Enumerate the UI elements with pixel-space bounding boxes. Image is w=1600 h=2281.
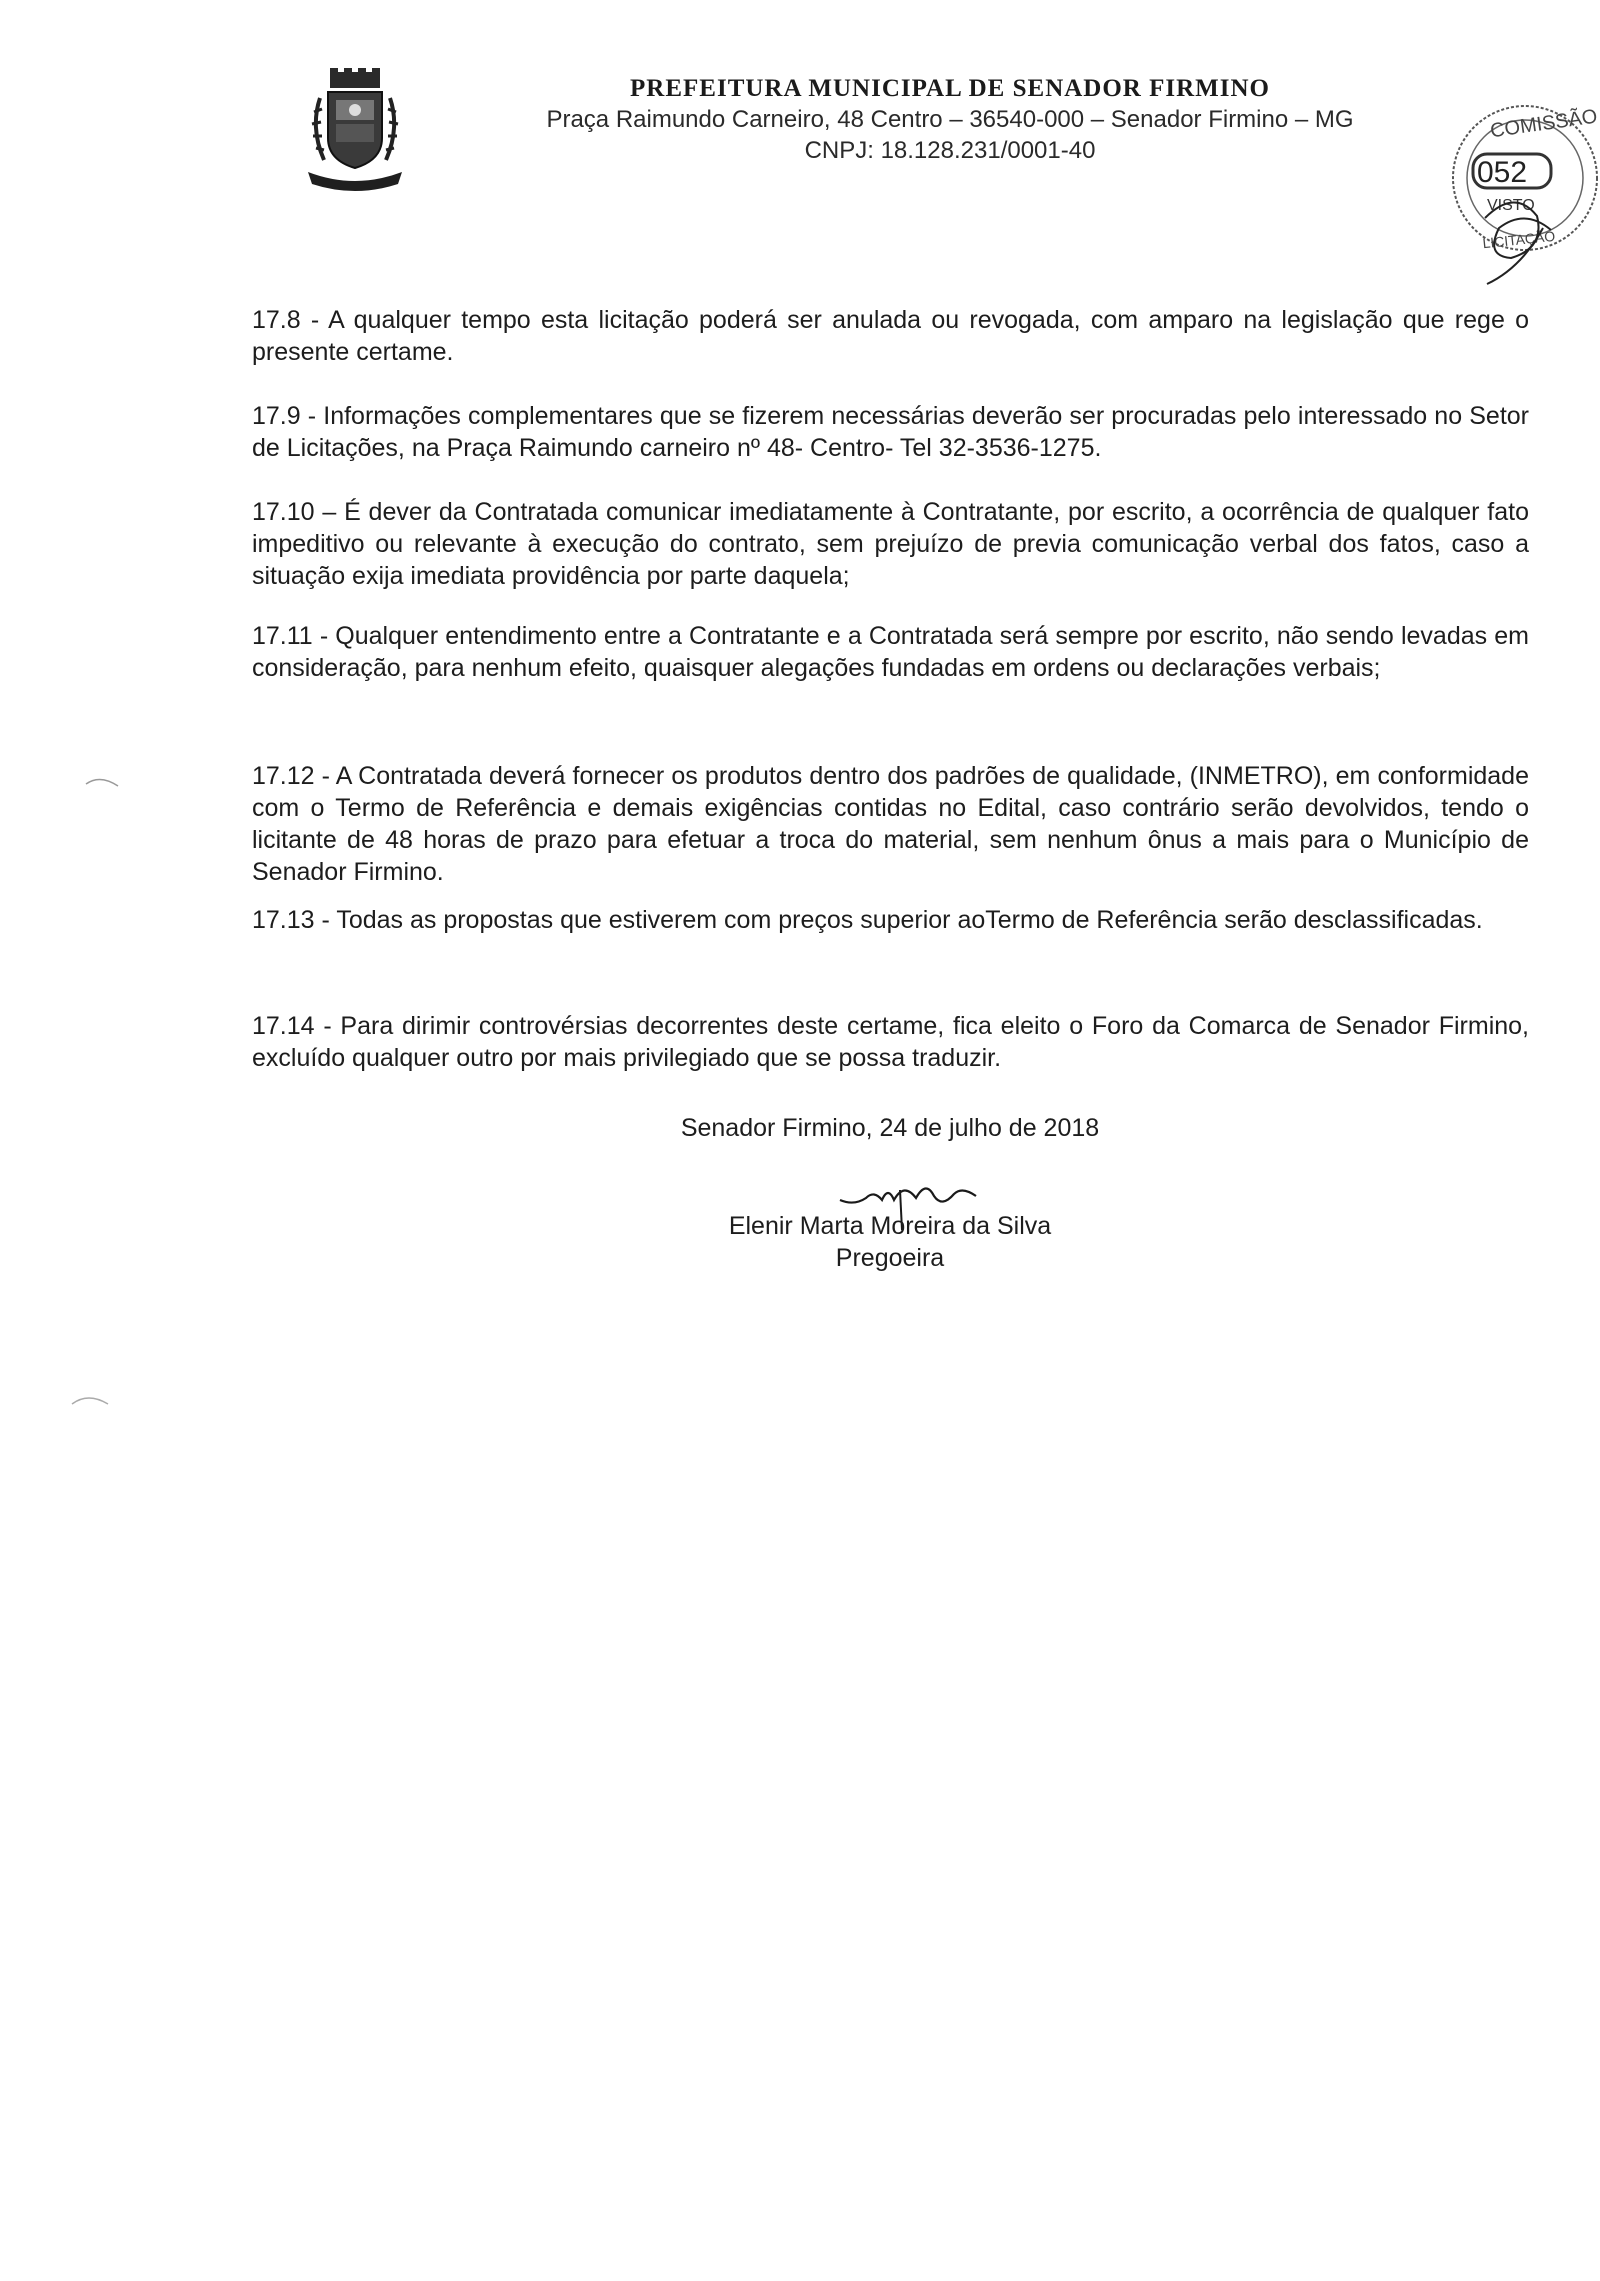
clause-17-11: 17.11 - Qualquer entendimento entre a Contratante e a Contratada será sempre por escrito, não sendo levadas em consideração, para nenhum efeito, quaisquer alegações fundadas em ordens ou declarações verbais;	[252, 622, 1529, 682]
clause-17-13: 17.13 - Todas as propostas que estiverem com preços superior aoTermo de Referência serão desclassificadas.	[252, 906, 1483, 934]
clause-17-10: 17.10 – É dever da Contratada comunicar imediatamente à Contratante, por escrito, a ocorrência de qualquer fato impeditivo ou relevante à execução do contrato, sem prejuízo de previa comunicação verbal dos fatos, caso a situação exija imediata providência por parte daquela;	[252, 498, 1529, 590]
letterhead	[470, 74, 1430, 166]
stamp-visto: VISTO	[1487, 197, 1535, 214]
clause-17-9: 17.9 - Informações complementares que se fizerem necessárias deverão ser procuradas pelo interessado no Setor de Licitações, na Praça Raimundo carneiro nº 48- Centro- Tel 32-3536-1275.	[252, 402, 1529, 462]
letterhead-address: Praça Raimundo Carneiro, 48 Centro – 36540-000 – Senador Firmino – MG	[546, 106, 1354, 133]
stamp-bottom-text: LICITAÇÃO	[1481, 227, 1556, 252]
coat-of-arms-icon	[300, 68, 410, 193]
document-date: Senador Firmino, 24 de julho de 2018	[680, 1114, 1100, 1142]
scan-mark	[84, 772, 124, 792]
signatory-role: Pregoeira	[835, 1244, 945, 1272]
letterhead-cnpj: CNPJ: 18.128.231/0001-40	[804, 137, 1096, 164]
signatory-name: Elenir Marta Moreira da Silva	[728, 1212, 1052, 1240]
stamp-top-text: COMISSÃO	[1488, 105, 1599, 143]
letterhead-title: PREFEITURA MUNICIPAL DE SENADOR FIRMINO	[630, 75, 1270, 102]
clause-17-14: 17.14 - Para dirimir controvérsias decorrentes deste certame, fica eleito o Foro da Comarca de Senador Firmino, excluído qualquer outro por mais privilegiado que se possa traduzir.	[252, 1012, 1529, 1072]
clause-17-8: 17.8 - A qualquer tempo esta licitação poderá ser anulada ou revogada, com amparo na legislação que rege o presente certame.	[252, 306, 1529, 366]
stamp-number: 052	[1477, 156, 1528, 189]
scan-mark	[70, 1390, 110, 1410]
clause-17-12: 17.12 - A Contratada deverá fornecer os produtos dentro dos padrões de qualidade, (INMETRO), em conformidade com o Termo de Referência e demais exigências contidas no Edital, caso contrário serão devolvidos, tendo o licitante de 48 horas de prazo para efetuar a troca do material, sem nenhum ônus a mais para o Município de Senador Firmino.	[252, 762, 1529, 886]
commission-stamp-icon	[1425, 98, 1600, 288]
